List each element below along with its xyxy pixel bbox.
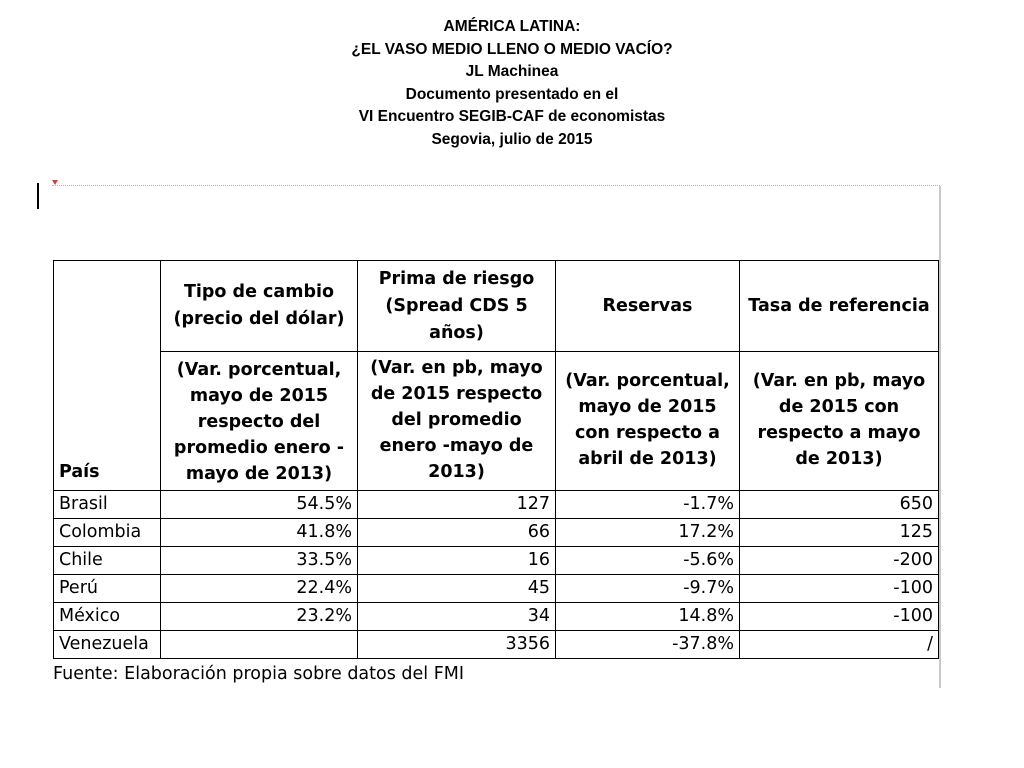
cell-tipo-cambio: 33.5% xyxy=(161,547,358,575)
cell-pais: Perú xyxy=(54,575,161,603)
table-row xyxy=(54,547,939,575)
cell-pais: Colombia xyxy=(54,519,161,547)
page-boundary-top xyxy=(52,185,940,186)
table-row xyxy=(54,603,939,631)
cell-reservas: -9.7% xyxy=(556,575,740,603)
table-row xyxy=(54,631,939,659)
author-line: JL Machinea xyxy=(465,63,559,80)
title-line: AMÉRICA LATINA: xyxy=(443,18,581,35)
document-title xyxy=(0,16,1024,151)
cell-pais: Chile xyxy=(54,547,161,575)
cell-pais: México xyxy=(54,603,161,631)
cell-tipo-cambio: 23.2% xyxy=(161,603,358,631)
cell-tipo-cambio xyxy=(161,631,358,659)
text-cursor xyxy=(37,183,39,209)
cell-tipo-cambio: 54.5% xyxy=(161,491,358,519)
subheader-prima-riesgo: (Var. en pb, mayo de 2015 respecto del promedio enero -mayo de 2013) xyxy=(358,352,556,491)
column-header-tasa-referencia: Tasa de referencia xyxy=(740,261,939,352)
subheader-tasa-referencia: (Var. en pb, mayo de 2015 con respecto a mayo de 2013) xyxy=(740,352,939,491)
indicators-table xyxy=(53,260,939,659)
cell-reservas: -1.7% xyxy=(556,491,740,519)
cell-tasa-referencia: 125 xyxy=(740,519,939,547)
date-line: Segovia, julio de 2015 xyxy=(431,130,593,148)
cell-prima-riesgo: 34 xyxy=(358,603,556,631)
title-line: ¿EL VASO MEDIO LLENO O MEDIO VACÍO? xyxy=(351,40,673,58)
source-note: Fuente: Elaboración propia sobre datos del FMI xyxy=(53,664,465,684)
cell-tasa-referencia: -100 xyxy=(740,575,939,603)
cell-prima-riesgo: 45 xyxy=(358,575,556,603)
table-row xyxy=(54,575,939,603)
subheader-reservas: (Var. porcentual, mayo de 2015 con respecto a abril de 2013) xyxy=(556,352,740,491)
cell-reservas: 17.2% xyxy=(556,519,740,547)
cell-prima-riesgo: 3356 xyxy=(358,631,556,659)
column-header-pais: País xyxy=(54,261,161,491)
column-header-prima-riesgo: Prima de riesgo (Spread CDS 5 años) xyxy=(358,261,556,352)
subheader-tipo-cambio: (Var. porcentual, mayo de 2015 respecto del promedio enero - mayo de 2013) xyxy=(161,352,358,491)
cell-tipo-cambio: 22.4% xyxy=(161,575,358,603)
cell-tasa-referencia: / xyxy=(740,631,939,659)
cell-tasa-referencia: -100 xyxy=(740,603,939,631)
cell-tasa-referencia: 650 xyxy=(740,491,939,519)
title-line: VI Encuentro SEGIB-CAF de economistas xyxy=(358,108,666,125)
title-line: Documento presentado en el xyxy=(405,85,619,103)
cell-prima-riesgo: 127 xyxy=(358,491,556,519)
header-row xyxy=(54,261,939,352)
cell-reservas: -5.6% xyxy=(556,547,740,575)
table-row xyxy=(54,519,939,547)
anchor-marker-icon xyxy=(52,180,58,185)
cell-tasa-referencia: -200 xyxy=(740,547,939,575)
cell-pais: Brasil xyxy=(54,491,161,519)
column-header-reservas: Reservas xyxy=(556,261,740,352)
subheader-row xyxy=(54,352,939,491)
cell-tipo-cambio: 41.8% xyxy=(161,519,358,547)
cell-reservas: -37.8% xyxy=(556,631,740,659)
cell-pais: Venezuela xyxy=(54,631,161,659)
column-header-tipo-cambio: Tipo de cambio (precio del dólar) xyxy=(161,261,358,352)
page-boundary-right xyxy=(939,186,941,688)
cell-prima-riesgo: 16 xyxy=(358,547,556,575)
cell-reservas: 14.8% xyxy=(556,603,740,631)
table-row xyxy=(54,491,939,519)
cell-prima-riesgo: 66 xyxy=(358,519,556,547)
